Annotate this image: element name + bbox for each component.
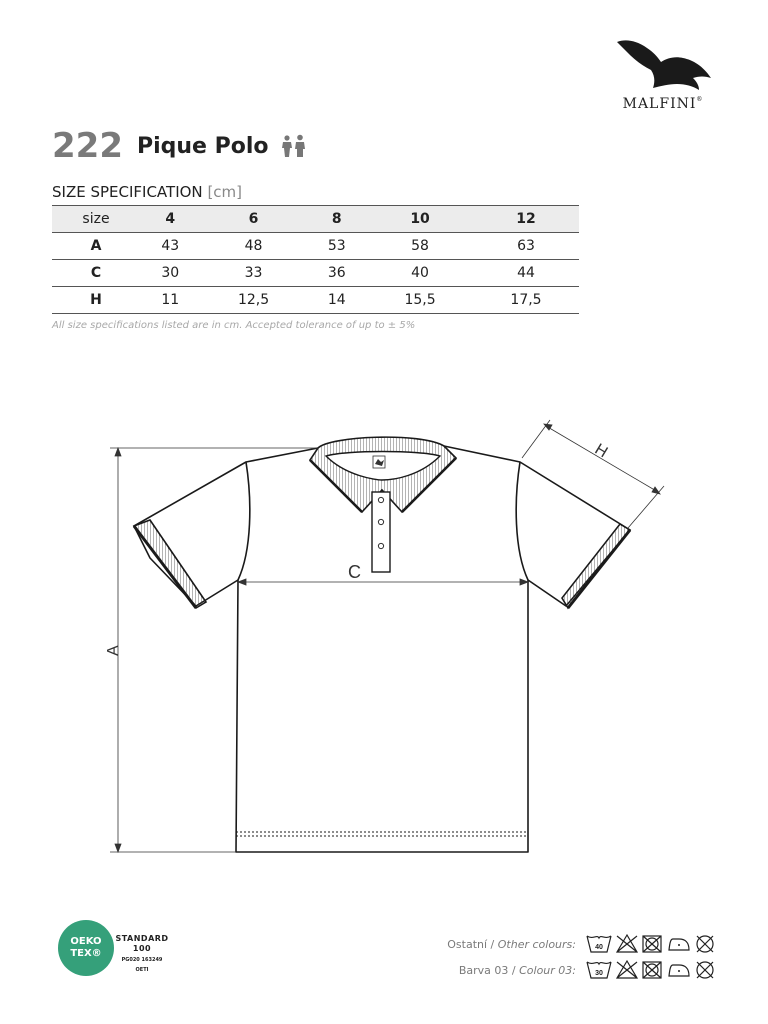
label-a: A [105, 645, 122, 656]
table-cell: 63 [473, 233, 579, 260]
table-cell: 58 [367, 233, 473, 260]
size-header-row [52, 206, 579, 233]
measure-a [110, 448, 318, 852]
table-cell: 15,5 [367, 287, 473, 314]
table-row [52, 287, 579, 314]
cert-institute: OETI [135, 967, 149, 973]
size-col: 8 [307, 206, 368, 233]
table-cell: 11 [140, 287, 201, 314]
brand-name: MALFINI [622, 96, 697, 112]
table-row [52, 233, 579, 260]
oeko-tex-badge [58, 920, 118, 980]
size-col: 4 [140, 206, 201, 233]
tolerance-note: All size specifications listed are in cm. Accepted tolerance of up to ± 5% [52, 320, 416, 331]
polo-shirt-diagram [0, 380, 768, 870]
table-cell: 30 [140, 260, 201, 287]
standard-line2: 100 [132, 944, 152, 953]
measure-c [238, 579, 528, 585]
table-cell: 40 [367, 260, 473, 287]
product-code: 222 [52, 126, 123, 166]
size-spec-title: SIZE SPECIFICATION [52, 183, 203, 201]
table-cell: 14 [307, 287, 368, 314]
right-sleeve-cuff [562, 524, 630, 608]
size-spec-heading [52, 183, 242, 201]
care-symbols-colour-03 [585, 958, 725, 982]
no-bleach-icon [617, 935, 637, 952]
no-tumble-dry-icon [643, 962, 661, 978]
no-dry-clean-icon [697, 962, 713, 978]
brand-logo [608, 36, 718, 116]
table-cell: 17,5 [473, 287, 579, 314]
product-name: Pique Polo [136, 133, 269, 159]
registered-mark: ® [696, 96, 704, 103]
oeko-line2: TEX® [70, 948, 102, 959]
row-label: H [52, 287, 140, 314]
table-cell: 48 [201, 233, 307, 260]
table-cell: 12,5 [201, 287, 307, 314]
care-symbols-other [585, 932, 725, 956]
no-tumble-dry-icon [643, 936, 661, 952]
table-cell: 53 [307, 233, 368, 260]
table-cell: 33 [201, 260, 307, 287]
table-row [52, 260, 579, 287]
cert-number: PG020 163249 [121, 957, 163, 963]
label-h: H [591, 440, 611, 462]
size-col: 10 [367, 206, 473, 233]
product-title [52, 124, 307, 168]
size-spec-unit: [cm] [207, 183, 243, 201]
row-label: A [52, 233, 140, 260]
size-header-label: size [52, 206, 140, 233]
size-col: 6 [201, 206, 307, 233]
no-dry-clean-icon [697, 936, 713, 952]
table-cell: 43 [140, 233, 201, 260]
standard-line1: STANDARD [115, 934, 169, 943]
svg-text:40: 40 [595, 944, 603, 951]
oeko-line1: OEKO [70, 936, 102, 947]
row-label: C [52, 260, 140, 287]
placket [372, 492, 390, 572]
eagle-icon [613, 36, 713, 92]
table-cell: 36 [307, 260, 368, 287]
left-sleeve-cuff [134, 520, 206, 608]
no-bleach-icon [617, 961, 637, 978]
measure-h [522, 420, 664, 528]
label-c: C [348, 562, 361, 582]
size-col: 12 [473, 206, 579, 233]
svg-text:30: 30 [595, 970, 603, 977]
size-table [52, 205, 579, 314]
oeko-tex-standard [112, 934, 172, 974]
other-colours-label: Ostatní / Other colours: [447, 938, 576, 951]
kids-icon [281, 134, 307, 158]
colour-03-label: Barva 03 / Colour 03: [458, 964, 576, 977]
table-cell: 44 [473, 260, 579, 287]
